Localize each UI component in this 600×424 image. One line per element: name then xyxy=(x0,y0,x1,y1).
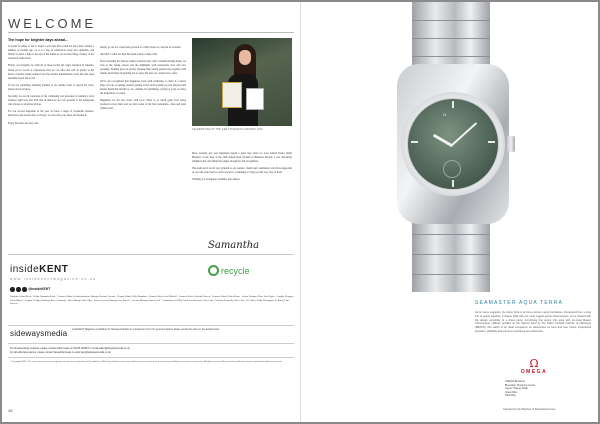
paragraph: For our second magazine of the year we have a range of wonderful features, interviews and stories and, as always, we welcome your ideas and feedback. xyxy=(8,110,94,118)
paragraph: And that is what our Red Hot team is here to help with. xyxy=(100,53,158,57)
left-page xyxy=(2,2,300,422)
right-page-advert xyxy=(300,2,598,422)
section-title: WELCOME xyxy=(8,16,97,31)
paragraph: The team and I are all very grateful to our readers, clients and contributors who have supported us over the years and we look forward to continuing to bring you the very best of Kent. xyxy=(192,167,292,175)
paragraph: Secondly, we are all conscious of the continuing cost pressures of running a local business right now and with that in mind we are ever grateful to the businesses who choose to advertise with us. xyxy=(8,95,94,107)
editor-photo xyxy=(192,38,292,126)
editor-figure xyxy=(220,44,264,126)
advertising-contact[interactable]: For all advertising enquiries, please contact Adam Keale on 01233 226315 or email adam@sidewaysmedia.co.uk xyxy=(10,347,130,350)
editor-signature: Samantha xyxy=(208,240,260,251)
article-headline: The hope for brighter days ahead... xyxy=(8,38,68,42)
copyright-disclaimer: © Copyright 2022. The views expressed in the magazine are not necessarily those of the publisher. Whilst the publisher uses every effort to ensure accuracy, we cannot accept liability for any errors or omissions. All rights reserved. No part of this publication may be reproduced without permission. xyxy=(10,361,283,363)
product-description: As its name suggests, the Aqua Terra is at home across many boundaries. Developed from a long line of ocean watches, it shares DNA with our most rugged sports chronometers, yet is infused with the design sensibility of a dress piece. Combining this sporty chic style with Co-Axial Master Chronometer calibres certified at the highest level by the Swiss Federal Institute of Metrology (METAS), this watch is an ideal companion on adventures on land and sea, where exceptional precision, reliability and supreme resistance are paramount. xyxy=(475,311,591,333)
divider xyxy=(8,254,294,255)
omega-wordmark: OMEGA xyxy=(520,369,548,375)
watch-crown xyxy=(507,136,515,152)
address-line: Bluewater Shopping Centre xyxy=(505,383,536,387)
model-name: SEAMASTER AQUA TERRA xyxy=(475,300,564,306)
website-link[interactable]: www.insidekentmagazine.co.uk xyxy=(10,277,97,281)
address-line: Greenhithe xyxy=(505,390,518,394)
paragraph: It would be amiss of me to begin a welcome that would not have been written a number of months ago, as it is a day of celebration, hope and optimism, and finally we have a light at the end of the tunnel as we see the lifting of many of the lockdown restrictions. xyxy=(8,45,94,61)
dial-logo: Ω xyxy=(443,112,446,117)
divider xyxy=(8,325,294,326)
paragraph: Enjoy the issue and stay safe. xyxy=(8,121,39,125)
paragraph: simply go out for a meal and get back to a time where we can just be sociable. xyxy=(100,46,182,49)
article-column-2 xyxy=(100,46,186,114)
recycle-icon xyxy=(208,265,219,276)
divider xyxy=(8,357,294,358)
divider xyxy=(8,343,294,344)
paragraph: We've also recognised that happiness starts with wellbeing, so there is a whole heap of focus on getting outside, getting active and focusing on your physical and mental health this month too. So, whether it's swimming, cycling or yoga, we have the inspiration you need. xyxy=(100,79,186,95)
recycle-label: recycle xyxy=(221,265,250,276)
social-handle[interactable]: @insideKENT xyxy=(28,287,51,292)
paragraph: Wishing you all happier, healthier days ahead. xyxy=(192,178,240,182)
logo-part-a: inside xyxy=(10,264,40,275)
staff-credits: Publisher Adam Keale · Editor Samantha Keale · Features Editor & Administration Manager Rachael Guenier · Deputy Editor Polly Humphris · Features Writer Jess Mitchell · Features Writer Adelaide Bowen · Features Writer Olivia Keane · Senior Designer Dave Van Vegten · Graphic Designer Lucas Morris · Graphic Designer Kathryn Rose Cumming · Sales Manager Julie May · Senior Account Manager Jess Barrett · Account Manager Sam Jewell · Contributors ASOM, Colin Lincoln-Lowe, Dan Cook, Catherine Donnelly, Kate Chris, Jo Collins, Emily Warrington, Jo Burrell, Ian Stevens xyxy=(10,295,294,306)
paragraph: From attending the famous Ashford auction days with a mouthwatering menu, we look at the spring season and the highlights with restaurants, bars and new openings. Nothing gives us greater pleasure than seeing people back together with friends and family and getting out to enjoy the best our county has to offer. xyxy=(100,60,186,76)
address-line: DA9 9SQ xyxy=(505,394,516,398)
publisher-logo: sidewaysmedia xyxy=(10,329,68,338)
watch-image xyxy=(301,2,598,292)
boutique-address xyxy=(505,380,565,398)
magazine-logo[interactable] xyxy=(10,264,68,275)
operated-by: Operated by the Watches of Switzerland Group xyxy=(503,408,556,411)
recycle-badge xyxy=(208,265,250,276)
omega-logo[interactable] xyxy=(507,358,561,375)
page-number: 10 xyxy=(8,408,13,413)
article-column-1 xyxy=(8,38,94,129)
small-seconds-subdial xyxy=(443,160,461,178)
article-column-3 xyxy=(192,152,292,186)
paragraph: Happiness for me also starts with food. There is so much great food being produced across Kent and we have some of the best restaurants, cafes and pubs within reach. xyxy=(100,98,186,111)
contact-info xyxy=(10,347,294,354)
social-links xyxy=(10,287,50,292)
paragraph: If you are organising anything planned as an outside event to spread the word, please do let us know. xyxy=(8,83,94,91)
editorial-contact[interactable]: For all editorial enquiries, please contact Samantha Keale or email sam@sidewaysmedia.co.uk xyxy=(10,350,111,354)
omega-symbol-icon: Ω xyxy=(529,357,539,370)
publisher-info: insideKENT Magazine is published by Sideways Media Ltd, Lordswood, Kent. For general enquiries please contact the team on the details below. xyxy=(72,329,220,331)
bracelet-bottom xyxy=(412,214,490,292)
logo-part-b: KENT xyxy=(39,264,69,275)
paragraph: Firstly, our thoughts are with all of those facing the tragic situation in Ukraine. There are no words or expressions that we can offer that will do justice to the horror currently being endured and the terrible humanitarian crisis that has been unleashed upon the world. xyxy=(8,64,94,80)
twitter-icon[interactable] xyxy=(16,287,21,292)
magazine-spread xyxy=(2,2,598,422)
facebook-icon[interactable] xyxy=(10,287,15,292)
photo-caption: CELEBRATING AT THE KENT BUSINESS AWARDS 2022 xyxy=(192,128,263,131)
title-divider xyxy=(8,32,294,33)
instagram-icon[interactable] xyxy=(22,287,27,292)
paragraph: More recently, my own happiness tipped a great step when we were named Kent's Small Business of the Year at the 16th annual Kent Women in Business Awards. I was absolutely delighted and can't thank the judges enough for this recognition. xyxy=(192,152,292,164)
address-line: OMEGA Boutique xyxy=(505,380,525,383)
address-line: Upper Thames Walk xyxy=(505,387,528,391)
